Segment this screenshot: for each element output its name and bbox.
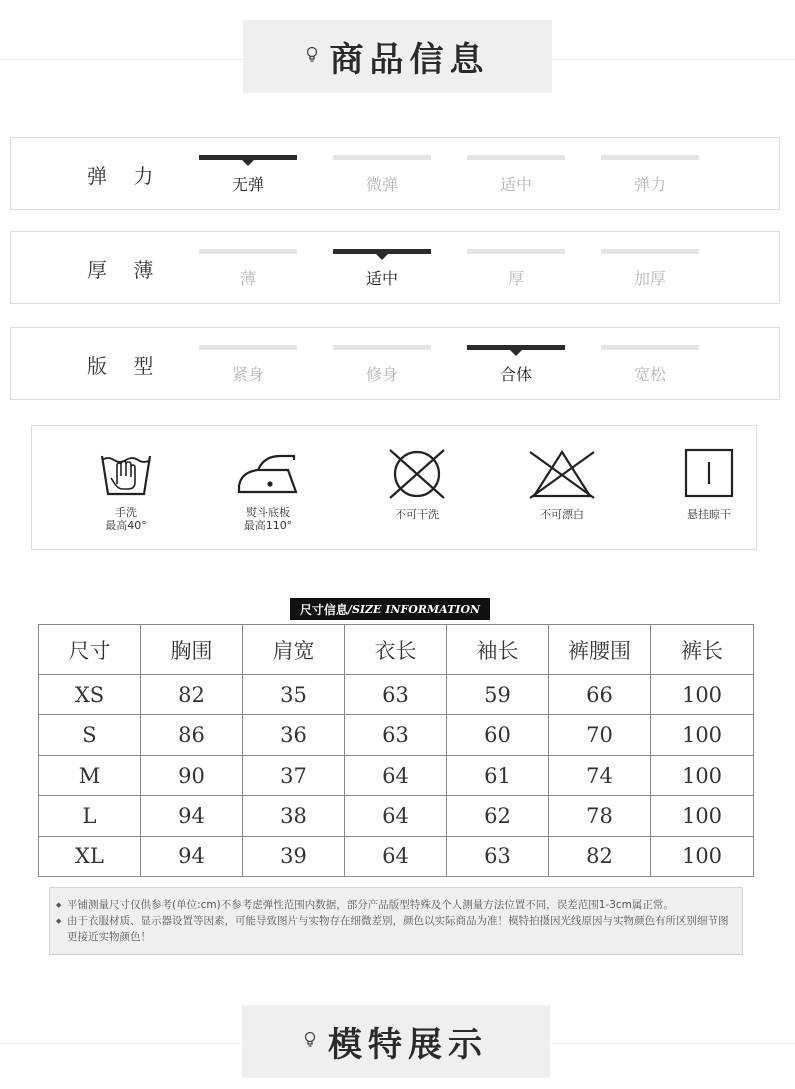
hang-dry-icon [684, 448, 734, 500]
column-header: 肩宽 [243, 625, 345, 675]
table-header-row [39, 625, 754, 675]
column-header: 胸围 [141, 625, 243, 675]
size-info-tag-cn: 尺寸信息 [299, 602, 348, 617]
table-row [39, 755, 754, 795]
table-cell: 94 [141, 836, 243, 876]
hand-wash-icon [98, 448, 154, 498]
table-cell: XS [39, 675, 141, 715]
section-title-model-showcase [242, 1005, 550, 1078]
table-row [39, 675, 754, 715]
care-instructions [31, 425, 757, 550]
table-cell: 63 [447, 836, 549, 876]
table-cell: 66 [549, 675, 651, 715]
care-item: 熨斗底板 最高110° [213, 448, 323, 532]
table-cell: M [39, 755, 141, 795]
attribute-option: 合体 [467, 345, 565, 385]
table-cell: S [39, 715, 141, 755]
attribute-label: 厚 薄 [87, 258, 164, 282]
attribute-option: 宽松 [601, 345, 699, 385]
table-cell: 100 [651, 715, 754, 755]
table-cell: L [39, 796, 141, 836]
no-bleach-icon [528, 448, 596, 500]
table-cell: 78 [549, 796, 651, 836]
table-cell: 37 [243, 755, 345, 795]
table-cell: 59 [447, 675, 549, 715]
size-table [38, 624, 754, 877]
attribute-option: 薄 [199, 249, 297, 289]
table-cell: 39 [243, 836, 345, 876]
table-cell: 64 [345, 755, 447, 795]
measurement-notes [49, 887, 743, 955]
attribute-option: 紧身 [199, 345, 297, 385]
care-item: 不可漂白 [507, 448, 617, 521]
table-cell: 82 [141, 675, 243, 715]
column-header: 尺寸 [39, 625, 141, 675]
section-title-text: 模特展示 [328, 1025, 488, 1065]
table-cell: 70 [549, 715, 651, 755]
table-cell: 63 [345, 675, 447, 715]
no-tumble-dry-icon [386, 448, 448, 500]
size-info-tag [290, 598, 490, 620]
attribute-row-thickness [10, 231, 780, 304]
table-cell: 63 [345, 715, 447, 755]
size-info-tag-en: /SIZE INFORMATION [347, 602, 481, 616]
table-cell: 74 [549, 755, 651, 795]
attribute-option: 弹力 [601, 155, 699, 195]
attribute-option: 适中 [467, 155, 565, 195]
table-cell: 38 [243, 796, 345, 836]
column-header: 裤长 [651, 625, 754, 675]
column-header: 裤腰围 [549, 625, 651, 675]
lightbulb-icon [306, 46, 318, 68]
table-row [39, 836, 754, 876]
section-title-product-info [243, 20, 552, 93]
table-cell: 35 [243, 675, 345, 715]
table-cell: 90 [141, 755, 243, 795]
attribute-option: 微弹 [333, 155, 431, 195]
attribute-label: 弹 力 [87, 164, 164, 188]
care-item: 手洗 最高40° [71, 448, 181, 532]
table-cell: XL [39, 836, 141, 876]
table-cell: 100 [651, 796, 754, 836]
attribute-row-fit [10, 327, 780, 400]
attribute-option: 适中 [333, 249, 431, 289]
table-cell: 61 [447, 755, 549, 795]
attribute-option: 加厚 [601, 249, 699, 289]
table-cell: 64 [345, 796, 447, 836]
table-row [39, 796, 754, 836]
attribute-option: 厚 [467, 249, 565, 289]
attribute-option: 修身 [333, 345, 431, 385]
table-cell: 94 [141, 796, 243, 836]
table-cell: 82 [549, 836, 651, 876]
note-item: ◆ 平铺测量尺寸仅供参考(单位:cm)不参考虑弹性范围内数据，部分产品版型特殊及个人测量方法位置不同，误差范围1-3cm属正常。 [56, 897, 734, 913]
section-title-text: 商品信息 [329, 40, 490, 80]
column-header: 衣长 [345, 625, 447, 675]
table-cell: 100 [651, 675, 754, 715]
iron-icon [236, 448, 300, 498]
table-cell: 86 [141, 715, 243, 755]
attribute-option: 无弹 [199, 155, 297, 195]
table-row [39, 715, 754, 755]
column-header: 袖长 [447, 625, 549, 675]
table-cell: 62 [447, 796, 549, 836]
table-cell: 36 [243, 715, 345, 755]
lightbulb-icon [304, 1031, 316, 1053]
care-item: 不可干洗 [362, 448, 472, 521]
attribute-row-elasticity [10, 137, 780, 210]
care-item: 悬挂晾干 [654, 448, 764, 521]
table-cell: 64 [345, 836, 447, 876]
table-cell: 100 [651, 836, 754, 876]
table-cell: 100 [651, 755, 754, 795]
attribute-label: 版 型 [87, 354, 164, 378]
table-cell: 60 [447, 715, 549, 755]
note-item: ◆ 由于衣服材质、显示器设置等因素，可能导致图片与实物存在细微差别，颜色以实际商品为准！模特拍摄因光线原因与实物颜色有所区别细节图更接近实物颜色！ [56, 913, 734, 945]
